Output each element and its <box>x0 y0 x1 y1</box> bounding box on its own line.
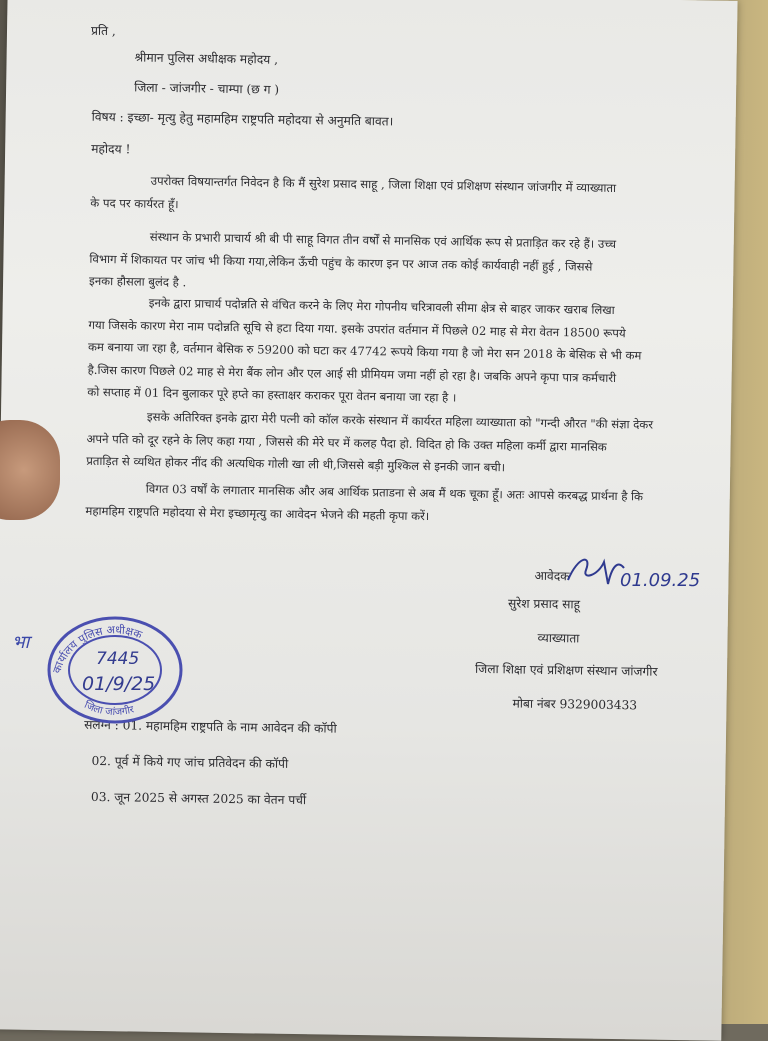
enclosure-1: संलग्न : 01. महामहिम राष्ट्रपति के नाम आवेदन की कॉपी <box>84 717 337 736</box>
paragraph-line: इनका हौसला बुलंद है . <box>88 273 187 290</box>
stamp-district-text: जिला जांजगीर <box>82 699 136 719</box>
police-office-stamp <box>40 612 190 728</box>
paragraph-line: उपरोक्त विषयान्तर्गत निवेदन है कि मैं सुरेश प्रसाद साहू , जिला शिक्षा एवं प्रशिक्षण संस्थान जांजगीर में व्याख्याता <box>150 173 617 196</box>
paragraph-line: विगत 03 वर्षों के लगातार मानसिक और अब आर्थिक प्रताडना से अब मैं थक चूका हूँ। अतः आपसे करबद्ध प्रार्थना है कि <box>145 481 644 504</box>
paragraph-line: संस्थान के प्रभारी प्राचार्य श्री बी पी साहू विगत तीन वर्षों से मानसिक एवं आर्थिक रूप से प्रताड़ित कर रहे हैं। उच्च <box>149 229 617 252</box>
mobile-number: मोबा नंबर 9329003433 <box>512 696 638 713</box>
stamp-office-text: कार्यालय पुलिस अधीक्षक <box>50 623 144 675</box>
paragraph-line: कम बनाया जा रहा है, वर्तमान बेसिक रु 59200 को घटा कर 47742 रूपये किया गया है जो मेरा सन 2018 के बेसिक से भी कम <box>87 339 642 363</box>
paragraph-line: अपने पति को दूर रहने के लिए कहा गया , जिससे की मेरे घर में कलह पैदा हो. विदित हो कि उक्त महिला कर्मी द्वारा मानसिक <box>86 431 607 454</box>
applicant-signature <box>558 546 718 596</box>
district-line: जिला - जांजगीर - चाम्पा (छ ग ) <box>134 80 280 97</box>
paragraph-2 <box>89 225 616 301</box>
stamp-date: 01/9/25 <box>82 673 156 695</box>
paragraph-line: इसके अतिरिक्त इनके द्वारा मेरी पत्नी को कॉल करके संस्थान में कार्यरत महिला व्याख्याता को "गन्दी औरत "की संज्ञा देकर <box>146 409 654 432</box>
stamp-inward-number: 7445 <box>96 649 140 669</box>
enclosure-3: 03. जून 2025 से अगस्त 2025 का वेतन पर्ची <box>90 789 307 808</box>
institute-name: जिला शिक्षा एवं प्रशिक्षण संस्थान जांजगीर <box>474 661 658 679</box>
prati-line: प्रति , <box>90 23 116 39</box>
paragraph-1 <box>90 169 616 222</box>
paragraph-line: के पद पर कार्यरत हूँ। <box>90 195 179 211</box>
signature-date: 01.09.25 <box>620 570 701 591</box>
holding-thumb <box>0 420 60 520</box>
paragraph-4 <box>86 405 653 482</box>
designation: व्याख्याता <box>537 630 580 646</box>
enclosure-2: 02. पूर्व में किये गए जांच प्रतिवेदन की कॉपी <box>91 753 289 771</box>
paragraph-line: है.जिस कारण पिछले 02 माह से मेरा बैंक लोन और एल आई सी प्रीमियम जमा नहीं हो रहा है। जबकि अपने कृपा पात्र कर्मचारी <box>87 362 617 385</box>
recipient-line: श्रीमान पुलिस अधीक्षक महोदय , <box>134 50 279 67</box>
paragraph-5 <box>85 477 643 531</box>
applicant-name: सुरेश प्रसाद साहू <box>507 596 581 612</box>
applicant-label: आवेदक <box>534 568 570 584</box>
paragraph-3 <box>87 291 642 413</box>
salutation: महोदय ! <box>91 141 131 157</box>
ink-mark-note: भा <box>12 632 30 653</box>
subject-line: विषय : इच्छा- मृत्यु हेतु महामहिम राष्ट्रपति महोदया से अनुमति बावत। <box>91 109 394 129</box>
paragraph-line: गया जिसके कारण मेरा नाम पदोन्नति सूचि से हटा दिया गया. इसके उपरांत वर्तमान में पिछले 02 माह से मेरा वेतन 18500 रूपये <box>88 317 626 340</box>
paragraph-line: विभाग में शिकायत पर जांच भी किया गया,लेकिन ऊँची पहुंच के कारण इन पर आज तक कोई कार्यवाही नहीं हुई , जिससे <box>89 251 593 274</box>
paragraph-line: महामहिम राष्ट्रपति महोदया से मेरा इच्छामृत्यु का आवेदन भेजने की महती कृपा करें। <box>85 503 430 523</box>
paragraph-line: प्रताड़ित से व्यथित होकर नींद की अत्यधिक गोली खा ली थी,जिससे बड़ी मुश्किल से इनकी जान बची। <box>86 453 506 475</box>
paragraph-line: इनके द्वारा प्राचार्य पदोन्नति से वंचित करने के लिए मेरा गोपनीय चरित्रावली सीमा क्षेत्र से बाहर जाकर खराब लिखा <box>148 295 615 318</box>
paragraph-line: को सप्ताह में 01 दिन बुलाकर पूरे हप्ते का हस्ताक्षर कराकर पूरा वेतन बनाया जा रहा है । <box>87 385 457 405</box>
